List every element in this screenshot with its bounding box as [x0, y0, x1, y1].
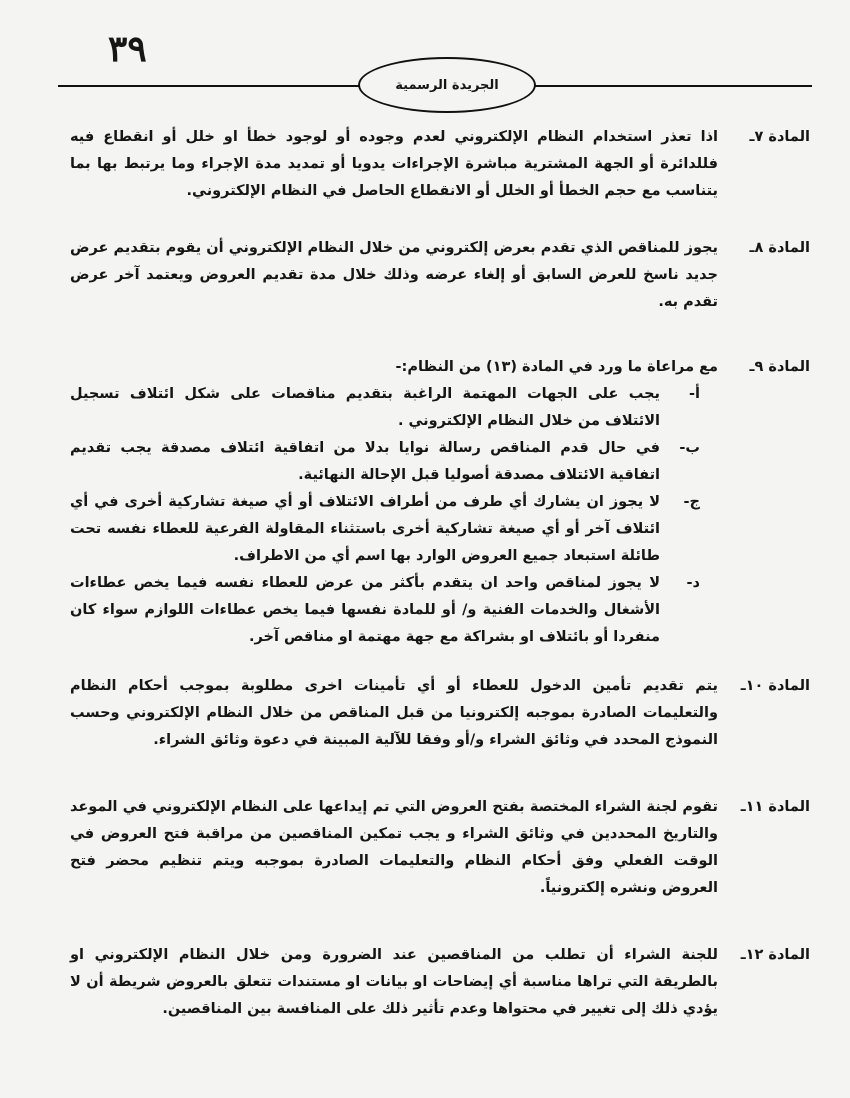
article-text: يتم تقديم تأمين الدخول للعطاء أو أي تأمينات اخرى مطلوبة بموجب أحكام النظام والتعليمات الصادرة بموجبه إلكترونيا من قبل المناقص من خلال النظام الإلكتروني وحسب النموذج المحدد في وثائق الشراء و/أو وفقا للآلية المبينة في دعوة وثائق الشراء. [70, 678, 718, 748]
sub-item-b [70, 435, 700, 489]
article-text: يجوز للمناقص الذي تقدم بعرض إلكتروني من خلال النظام الإلكتروني أن يقوم بتقديم عرض جديد ناسخ للعرض السابق أو إلغاء عرضه وذلك خلال مدة تقديم العروض ويعتمد آخر عرض تقدم به. [70, 240, 718, 310]
article-7 [70, 124, 810, 205]
sub-item-c [70, 489, 700, 570]
article-label: المادة ٨ـ [749, 240, 810, 256]
gazette-title: الجريدة الرسمية [395, 77, 499, 93]
sub-item-list [70, 381, 718, 651]
article-label: المادة ٧ـ [749, 129, 810, 145]
sub-item-letter: د- [686, 575, 700, 591]
article-10 [70, 673, 810, 754]
articles-content [70, 124, 810, 1023]
article-label: المادة ١٠ـ [740, 678, 810, 694]
page-number: ٣٩ [108, 28, 147, 70]
sub-item-text: لا يجوز لمناقص واحد ان يتقدم بأكثر من عرض للعطاء نفسه فيما يخص عطاءات الأشغال والخدمات الفنية و/ أو للمادة نفسها فيما يخص عطاءات اللوازم سواء كان منفردا أو بائتلاف او بشراكة مع جهة مهتمة او مناقص آخر. [70, 575, 660, 645]
sub-item-text: يجب على الجهات المهتمة الراغبة بتقديم مناقصات على شكل ائتلاف تسجيل الائتلاف من خلال النظام الإلكتروني . [70, 386, 660, 429]
sub-item-letter: ج- [683, 494, 700, 510]
article-intro: مع مراعاة ما ورد في المادة (١٣) من النظام:- [395, 359, 718, 375]
sub-item-text: لا يجوز ان يشارك أي طرف من أطراف الائتلاف أو أي صيغة تشاركية أخرى في أي ائتلاف آخر أو أي صيغة تشاركية أخرى باستثناء المقاولة الفرعية للعطاء نفسه تحت طائلة استبعاد جميع العروض الوارد بها اسم أي من الاطراف. [70, 494, 660, 564]
article-text: اذا تعذر استخدام النظام الإلكتروني لعدم وجوده أو لوجود خطأ او خلل أو انقطاع فيه فللدائرة أو الجهة المشترية مباشرة الإجراءات يدويا أو تمديد مدة الإجراء وما يرتبط بها بما يتناسب مع حجم الخطأ أو الخلل أو الانقطاع الحاصل في النظام الإلكتروني. [70, 129, 718, 199]
sub-item-letter: ب- [679, 440, 700, 456]
article-label: المادة ٩ـ [749, 359, 810, 375]
article-8 [70, 235, 810, 316]
sub-item-letter: أ- [689, 386, 700, 402]
article-label: المادة ١١ـ [740, 799, 810, 815]
sub-item-a [70, 381, 700, 435]
article-9 [70, 354, 810, 651]
article-label: المادة ١٢ـ [740, 947, 810, 963]
gazette-title-oval [358, 57, 536, 113]
article-body [70, 354, 718, 651]
sub-item-d [70, 570, 700, 651]
article-text: تقوم لجنة الشراء المختصة بفتح العروض التي تم إيداعها على النظام الإلكتروني في الموعد والتاريخ المحددين في وثائق الشراء و يجب تمكين المناقصين من مراقبة فتح العروض في الوقت الفعلي وفق أحكام النظام والتعليمات الصادرة بموجبه ويتم تنظيم محضر فتح العروض ونشره إلكترونياً. [70, 799, 718, 896]
sub-item-text: في حال قدم المناقص رسالة نوايا بدلا من اتفاقية ائتلاف مصدقة يجب تقديم اتفاقية الائتلاف مصدقة أصوليا قبل الإحالة النهائية. [70, 440, 660, 483]
article-11 [70, 794, 810, 902]
article-text: للجنة الشراء أن تطلب من المناقصين عند الضرورة ومن خلال النظام الإلكتروني او بالطريقة التي تراها مناسبة أي إيضاحات او بيانات او مستندات تتعلق بالعروض شريطة أن لا يؤدي ذلك إلى تغيير في محتواها وعدم تأثير ذلك على المنافسة بين المناقصين. [70, 947, 718, 1017]
article-12 [70, 942, 810, 1023]
